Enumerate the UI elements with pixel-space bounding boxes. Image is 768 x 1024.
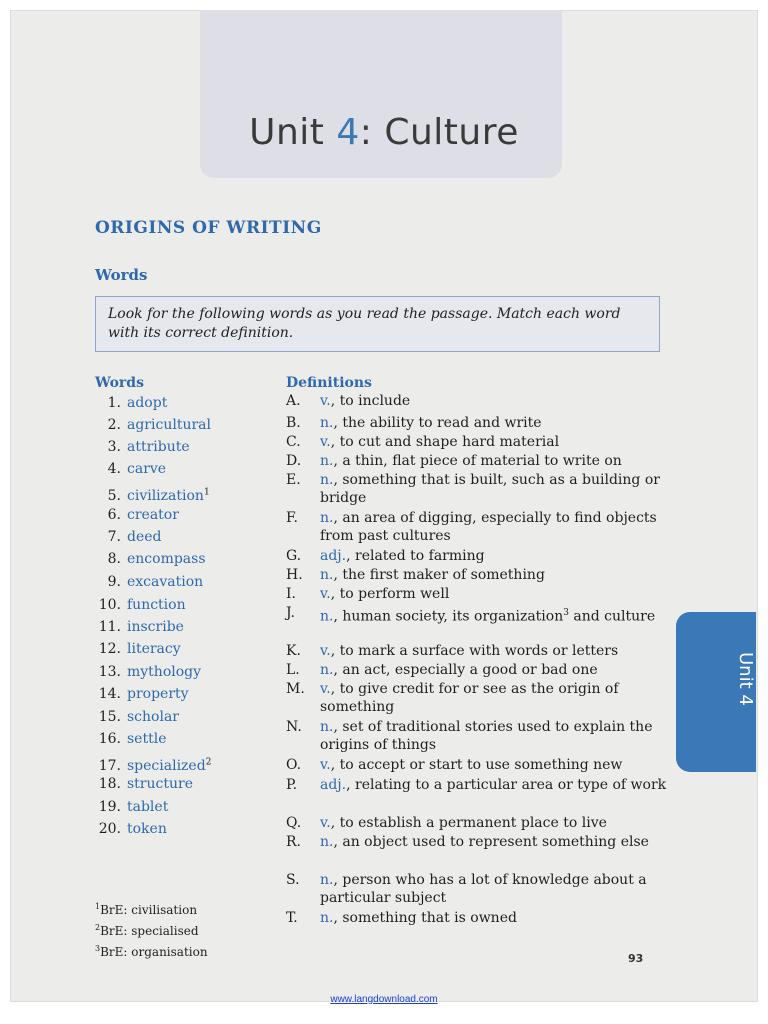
word-item (95, 458, 166, 480)
word-term: attribute (127, 439, 190, 455)
subsection-title: Words (95, 266, 148, 284)
word-term: scholar (127, 709, 179, 725)
definition-text: n., a thin, flat piece of material to write on (320, 453, 622, 469)
definition-text: n., set of traditional stories used to explain the origins of things (320, 719, 653, 753)
words-column-header: Words (95, 375, 144, 391)
definition-text: adj., related to farming (320, 548, 485, 564)
word-number: 15. (98, 709, 121, 725)
definition-letter: K. (286, 643, 301, 659)
word-item (95, 818, 167, 840)
word-item (95, 414, 211, 436)
definition-letter: G. (286, 548, 302, 564)
page-number: 93 (628, 952, 644, 965)
definition-text: n., the ability to read and write (320, 415, 542, 431)
footnote: $^3$BrE: organisation (95, 944, 208, 959)
word-term: agricultural (127, 417, 211, 433)
word-number: 11. (98, 619, 121, 635)
word-number: 6. (107, 507, 121, 523)
definition-letter: A. (286, 393, 301, 409)
word-item (95, 616, 184, 638)
word-item (95, 526, 162, 548)
word-term: excavation (127, 574, 204, 590)
definition-letter: P. (286, 777, 298, 793)
definition-text: v., to cut and shape hard material (320, 434, 560, 450)
word-number: 3. (107, 439, 121, 455)
definition-text: v., to give credit for or see as the origin of something (320, 681, 619, 715)
definition-letter: F. (286, 510, 298, 526)
word-item (95, 706, 179, 728)
unit-side-tab (676, 612, 756, 772)
definition-letter: I. (286, 586, 296, 602)
word-item (95, 661, 201, 683)
word-term: token (127, 821, 167, 837)
word-term: civilization$^1$ (127, 487, 210, 504)
word-item (95, 392, 167, 414)
word-term: specialized$^2$ (127, 757, 212, 774)
definition-letter: T. (286, 910, 298, 926)
definition-text: n., an area of digging, especially to find objects from past cultures (320, 510, 657, 544)
footer-link[interactable]: www.langdownload.com (330, 994, 438, 1005)
word-term: literacy (127, 641, 181, 657)
unit-side-tab-label: Unit 4 (735, 652, 756, 706)
word-number: 19. (98, 799, 121, 815)
definition-letter: S. (286, 872, 300, 888)
definition-letter: R. (286, 834, 301, 850)
word-term: settle (127, 731, 167, 747)
word-number: 17. (98, 757, 121, 774)
definition-letter: J. (286, 605, 295, 621)
word-number: 7. (107, 529, 121, 545)
word-number: 2. (107, 417, 121, 433)
definition-letter: M. (286, 681, 305, 697)
word-term: creator (127, 507, 179, 523)
word-number: 12. (98, 641, 121, 657)
word-term: tablet (127, 799, 169, 815)
definition-text: adj., relating to a particular area or type of work (320, 777, 667, 793)
definition-text: n., an act, especially a good or bad one (320, 662, 598, 678)
definition-text: n., something that is built, such as a building or bridge (320, 472, 660, 506)
word-number: 16. (98, 731, 121, 747)
word-item (95, 728, 166, 750)
definition-letter: E. (286, 472, 301, 488)
word-number: 13. (98, 664, 121, 680)
definition-letter: N. (286, 719, 302, 735)
footnotes (95, 898, 208, 961)
definition-text: n., something that is owned (320, 910, 517, 926)
word-number: 9. (107, 574, 121, 590)
definition-letter: O. (286, 757, 302, 773)
definition-letter: B. (286, 415, 301, 431)
word-number: 18. (98, 776, 121, 792)
definition-letter: L. (286, 662, 300, 678)
definition-text: n., an object used to represent something else (320, 834, 649, 850)
word-term: carve (127, 461, 167, 477)
word-number: 8. (107, 551, 121, 567)
word-item (95, 571, 203, 593)
definition-text: n., the first maker of something (320, 567, 545, 583)
word-term: deed (127, 529, 162, 545)
definition-text: n., human society, its organization$^3$ and culture (320, 608, 656, 625)
definition-letter: D. (286, 453, 302, 469)
word-term: property (127, 686, 189, 702)
word-number: 14. (98, 686, 121, 702)
word-term: mythology (127, 664, 202, 680)
word-item (95, 548, 206, 570)
definition-text: v., to establish a permanent place to live (320, 815, 607, 831)
definition-letter: H. (286, 567, 303, 583)
word-number: 1. (107, 395, 121, 411)
definition-text: n., person who has a lot of knowledge about a particular subject (320, 872, 647, 906)
word-item (95, 751, 211, 773)
definition-text: v., to perform well (320, 586, 450, 602)
word-term: structure (127, 776, 193, 792)
word-number: 5. (107, 487, 121, 504)
word-item (95, 504, 179, 526)
word-term: adopt (127, 395, 168, 411)
definition-text: v., to include (320, 393, 411, 409)
word-term: encompass (127, 551, 206, 567)
footnote: $^2$BrE: specialised (95, 923, 199, 938)
instruction-box: Look for the following words as you read the passage. Match each word with its correct definition. (95, 296, 660, 352)
word-item (95, 638, 181, 660)
footnote: $^1$BrE: civilisation (95, 902, 198, 917)
word-item (95, 436, 190, 458)
word-number: 4. (107, 461, 121, 477)
definitions-column-header: Definitions (286, 375, 372, 391)
word-item (95, 481, 210, 503)
word-item (95, 773, 193, 795)
word-item (95, 683, 189, 705)
definition-letter: Q. (286, 815, 302, 831)
definition-text: v., to mark a surface with words or letters (320, 643, 619, 659)
word-term: function (127, 597, 186, 613)
definition-text: v., to accept or start to use something new (320, 757, 623, 773)
word-number: 20. (98, 821, 121, 837)
unit-title: Unit 4: Culture (249, 112, 519, 153)
word-number: 10. (98, 597, 121, 613)
section-title: ORIGINS OF WRITING (95, 218, 322, 238)
word-item (95, 594, 186, 616)
word-term: inscribe (127, 619, 184, 635)
word-item (95, 796, 168, 818)
definition-letter: C. (286, 434, 301, 450)
